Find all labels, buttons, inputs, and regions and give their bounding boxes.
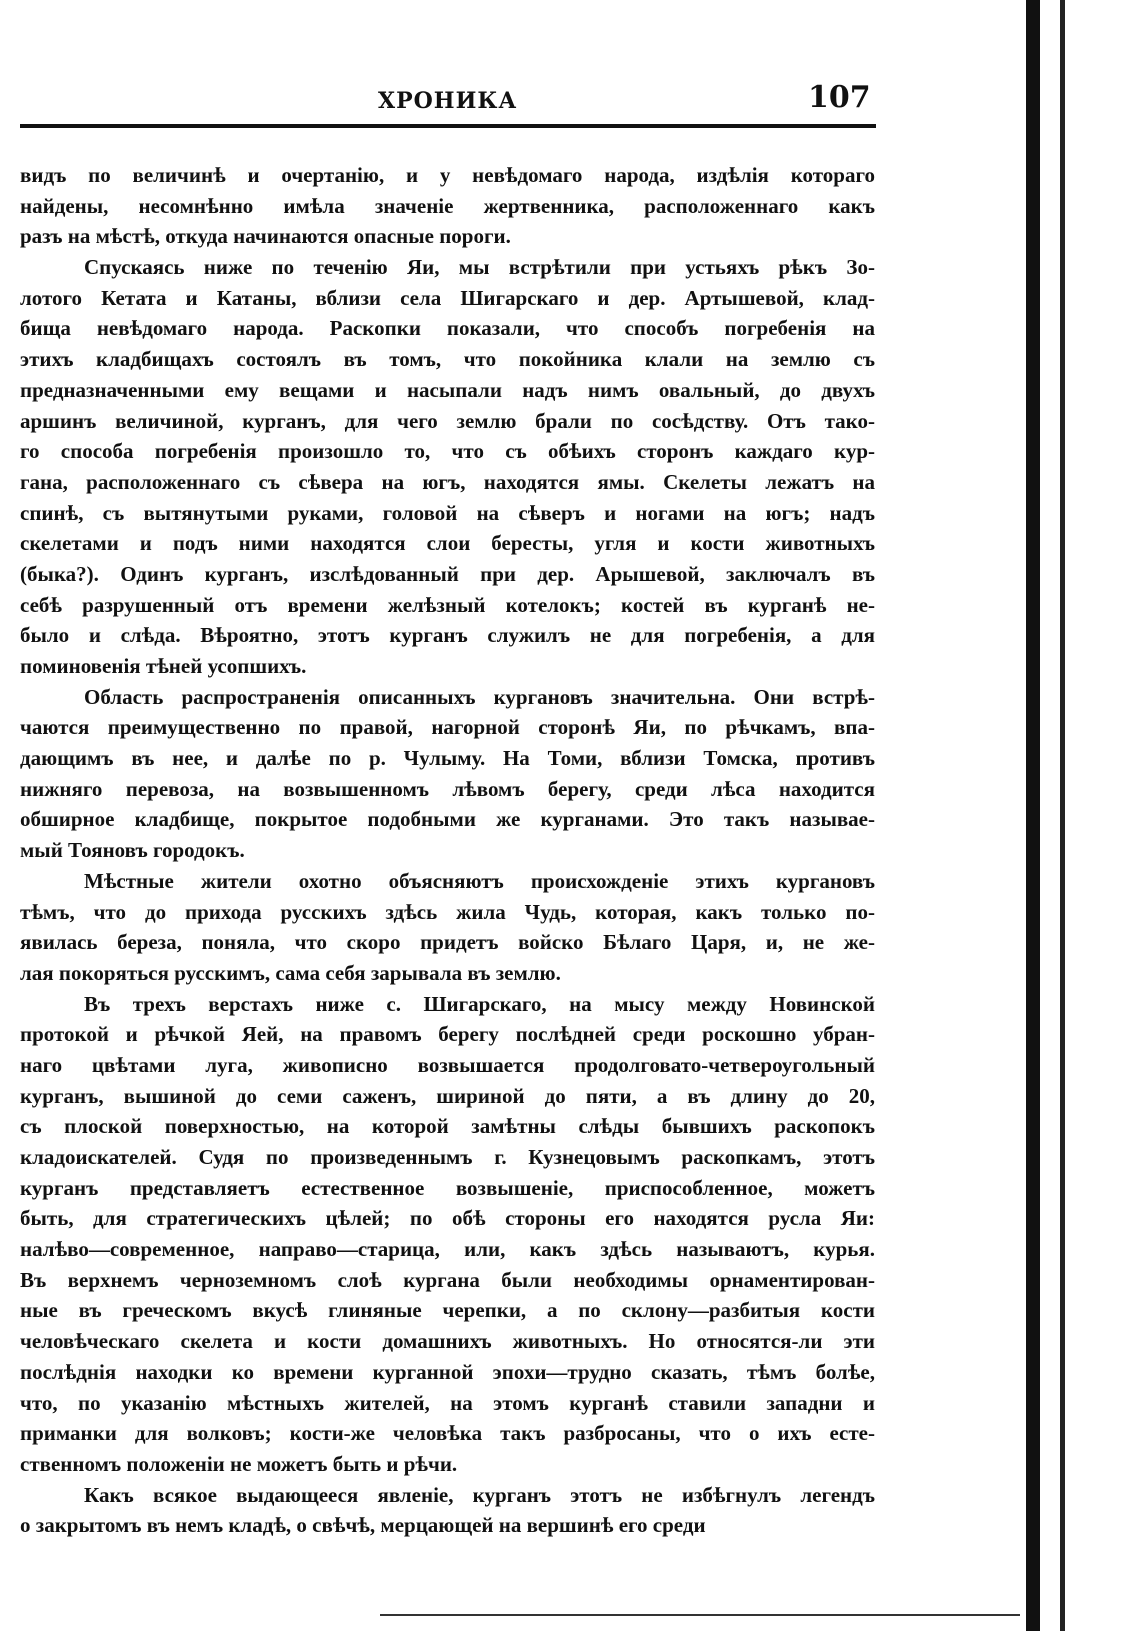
page-edge-border bbox=[1026, 0, 1040, 1631]
text-line: гана, расположеннаго съ сѣвера на югъ, находятся ямы. Скелеты лежатъ на bbox=[20, 469, 875, 494]
text-line: было и слѣда. Вѣроятно, этотъ курганъ служилъ не для погребенія, а для bbox=[20, 623, 875, 648]
paragraph bbox=[20, 252, 875, 682]
text-line: тѣмъ, что до прихода русскихъ здѣсь жила Чудь, которая, какъ только по- bbox=[20, 899, 875, 924]
paragraph bbox=[20, 1480, 875, 1541]
text-line: съ плоской поверхностью, на которой замѣтны слѣды бывшихъ раскопокъ bbox=[20, 1114, 875, 1139]
text-line: Область распространенія описанныхъ кургановъ значительна. Они встрѣ- bbox=[84, 684, 875, 709]
text-line: протокой и рѣчкой Яей, на правомъ берегу послѣдней среди роскошно убран- bbox=[20, 1022, 875, 1047]
text-line: явилась береза, поняла, что скоро придетъ войско Бѣлаго Царя, и, не же- bbox=[20, 930, 875, 955]
text-line: что, по указанію мѣстныхъ жителей, на этомъ курганѣ ставили западни и bbox=[20, 1390, 875, 1415]
text-line: спинѣ, съ вытянутыми руками, головой на сѣверъ и ногами на югъ; надъ bbox=[20, 500, 875, 525]
text-line: курганъ, вышиной до семи саженъ, шириной до пяти, а въ длину до 20, bbox=[20, 1083, 875, 1108]
text-line: дающимъ въ нее, и далѣе по р. Чулыму. На Томи, вблизи Томска, противъ bbox=[20, 746, 875, 771]
text-line: мый Тояновъ городокъ. bbox=[20, 838, 245, 863]
text-line: аршинъ величиной, курганъ, для чего землю брали по сосѣдству. Отъ тако- bbox=[20, 408, 875, 433]
text-line: предназначенными ему вещами и насыпали надъ нимъ овальный, до двухъ bbox=[20, 377, 875, 402]
text-line: послѣднія находки ко времени курганной эпохи—трудно сказать, тѣмъ болѣе, bbox=[20, 1359, 875, 1384]
text-line: ные въ греческомъ вкусѣ глиняные черепки, а по склону—разбитыя кости bbox=[20, 1298, 875, 1323]
text-line: лотого Кетата и Катаны, вблизи села Шигарскаго и дер. Артышевой, клад- bbox=[20, 285, 875, 310]
text-line: обширное кладбище, покрытое подобными же курганами. Это такъ называе- bbox=[20, 807, 875, 832]
text-line: чаются преимущественно по правой, нагорной сторонѣ Яи, по рѣчкамъ, впа- bbox=[20, 715, 875, 740]
page-edge-border-thin bbox=[1060, 0, 1065, 1631]
text-line: нижняго перевоза, на возвышенномъ лѣвомъ берегу, среди лѣса находится bbox=[20, 776, 875, 801]
text-line: приманки для волковъ; кости-же человѣка такъ разбросаны, что о ихъ есте- bbox=[20, 1421, 875, 1446]
text-line: о закрытомъ въ немъ кладѣ, о свѣчѣ, мерцающей на вершинѣ его среди bbox=[20, 1513, 706, 1538]
text-line: наго цвѣтами луга, живописно возвышается продолговато-четвероугольный bbox=[20, 1052, 875, 1077]
page-number: 107 bbox=[808, 80, 871, 115]
text-line: (быка?). Одинъ курганъ, изслѣдованный при дер. Арышевой, заключалъ въ bbox=[20, 561, 875, 586]
body-text bbox=[20, 160, 875, 1541]
text-line: Въ трехъ верстахъ ниже с. Шигарскаго, на мысу между Новинской bbox=[84, 991, 875, 1016]
paragraph bbox=[20, 160, 875, 252]
text-line: быть, для стратегическихъ цѣлей; по обѣ стороны его находятся русла Яи: bbox=[20, 1206, 875, 1231]
text-line: человѣческаго скелета и кости домашнихъ животныхъ. Но относятся-ли эти bbox=[20, 1329, 875, 1354]
paragraph bbox=[20, 989, 875, 1480]
text-line: видъ по величинѣ и очертанію, и у невѣдомаго народа, издѣлія котораго bbox=[20, 163, 875, 187]
text-line: курганъ представляетъ естественное возвышеніе, приспособленное, можетъ bbox=[20, 1175, 875, 1200]
text-line: Въ верхнемъ черноземномъ слоѣ кургана были необходимы орнаментирован- bbox=[20, 1267, 875, 1292]
text-line: разъ на мѣстѣ, откуда начинаются опасные пороги. bbox=[20, 224, 511, 249]
text-line: Мѣстные жители охотно объясняютъ происхожденіе этихъ кургановъ bbox=[84, 868, 875, 893]
text-line: найдены, несомнѣнно имѣла значеніе жертвенника, расположеннаго какъ bbox=[20, 193, 875, 218]
text-line: Какъ всякое выдающееся явленіе, курганъ этотъ не избѣгнулъ легендъ bbox=[84, 1482, 875, 1507]
text-line: себѣ разрушенный отъ времени желѣзный котелокъ; костей въ курганѣ не- bbox=[20, 592, 875, 617]
header-rule bbox=[20, 124, 876, 128]
bottom-scan-line bbox=[380, 1614, 1020, 1616]
text-line: бища невѣдомаго народа. Раскопки показали, что способъ погребенія на bbox=[20, 316, 875, 341]
paragraph bbox=[20, 866, 875, 989]
paragraph bbox=[20, 682, 875, 866]
text-line: поминовенія тѣней усопшихъ. bbox=[20, 654, 307, 678]
running-header: ХРОНИКА bbox=[378, 88, 518, 114]
text-line: го способа погребенія произошло то, что съ обѣихъ сторонъ каждаго кур- bbox=[20, 439, 875, 464]
text-line: скелетами и подъ ними находятся слои бересты, угля и кости животныхъ bbox=[20, 531, 875, 556]
text-line: ственномъ положеніи не можетъ быть и рѣчи. bbox=[20, 1451, 458, 1476]
text-line: Спускаясь ниже по теченію Яи, мы встрѣтили при устьяхъ рѣкъ Зо- bbox=[84, 255, 875, 280]
text-line: этихъ кладбищахъ состоялъ въ томъ, что покойника клали на землю съ bbox=[20, 347, 875, 372]
text-line: кладоискателей. Судя по произведеннымъ г. Кузнецовымъ раскопкамъ, этотъ bbox=[20, 1145, 875, 1169]
text-line: налѣво—современное, направо—старица, или, какъ здѣсь называютъ, курья. bbox=[20, 1237, 875, 1262]
text-line: лая покоряться русскимъ, сама себя зарывала въ землю. bbox=[20, 960, 561, 985]
